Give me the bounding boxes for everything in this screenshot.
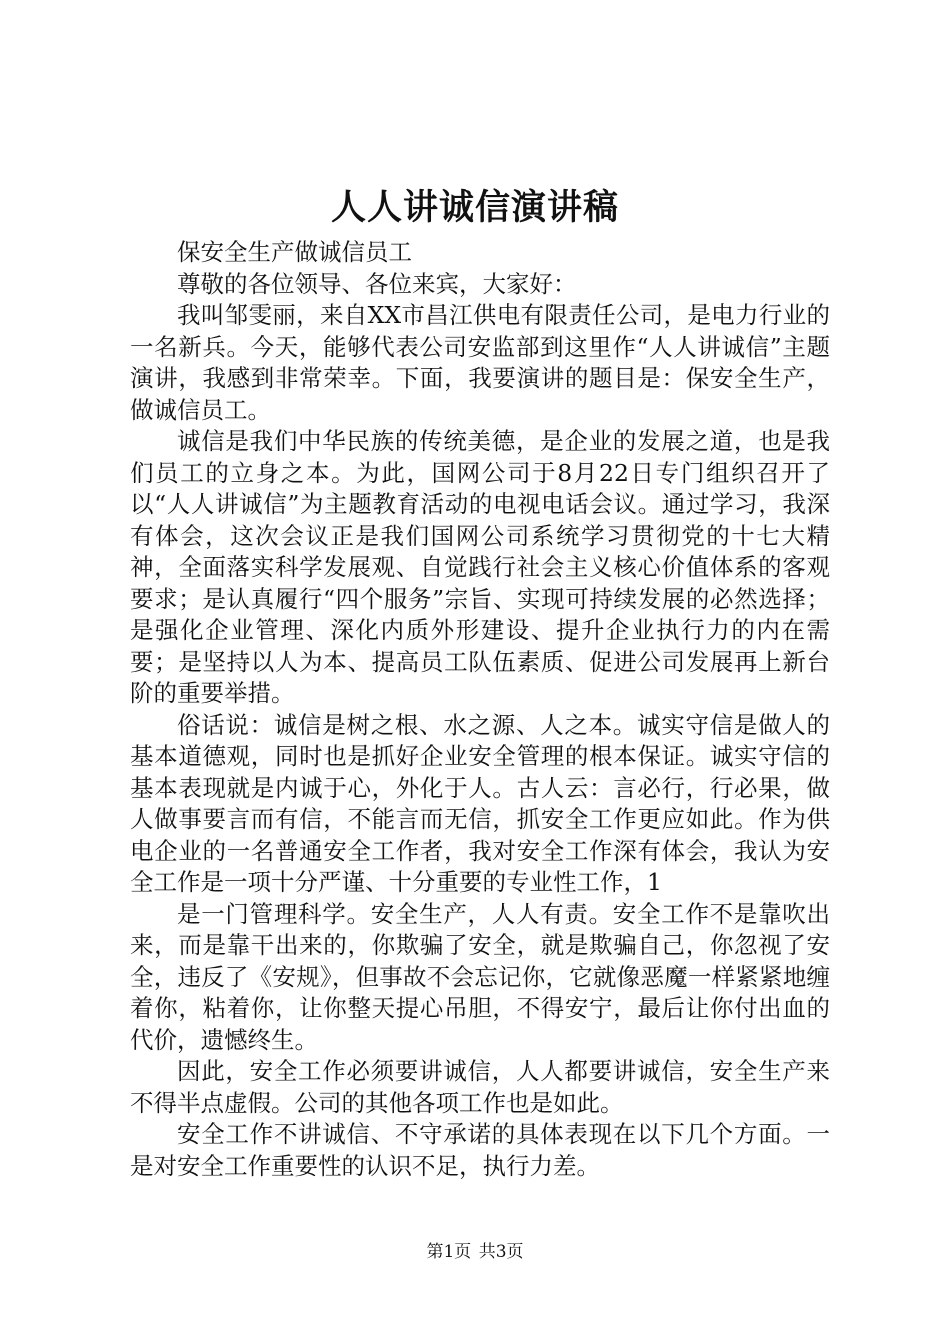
paragraph: 俗话说：诚信是树之根、水之源、人之本。诚实守信是做人的基本道德观，同时也是抓好企业安全管理的根本保证。诚实守信的基本表现就是内诚于心，外化于人。古人云：言必行，行必果，做人做事要言而有信，不能言而无信，抓安全工作更应如此。作为供电企业的一名普通安全工作者，我对安全工作深有体会，我认为安全工作是一项十分严谨、十分重要的专业性工作，1 xyxy=(130,710,830,896)
paragraph: 我叫邹雯丽，来自XX市昌江供电有限责任公司，是电力行业的一名新兵。今天，能够代表公司安监部到这里作“人人讲诚信”主题演讲，我感到非常荣幸。下面，我要演讲的题目是：保安全生产，做诚信员工。 xyxy=(130,301,830,424)
paragraph: 诚信是我们中华民族的传统美德，是企业的发展之道，也是我们员工的立身之本。为此，国网公司于8月22日专门组织召开了以“人人讲诚信”为主题教育活动的电视电话会议。通过学习，我深有体会，这次会议正是我们国网公司系统学习贯彻党的十七大精神，全面落实科学发展观、自觉践行社会主义核心价值体系的客观要求；是认真履行“四个服务”宗旨、实现可持续发展的必然选择；是强化企业管理、深化内质外形建设、提升企业执行力的内在需要；是坚持以人为本、提高员工队伍素质、促进公司发展再上新台阶的重要举措。 xyxy=(130,427,830,707)
document-title: 人人讲诚信演讲稿 xyxy=(330,187,619,228)
paragraph: 安全工作不讲诚信、不守承诺的具体表现在以下几个方面。一是对安全工作重要性的认识不足，执行力差。 xyxy=(130,1120,830,1180)
paragraph: 因此，安全工作必须要讲诚信，人人都要讲诚信，安全生产来不得半点虚假。公司的其他各项工作也是如此。 xyxy=(130,1057,830,1117)
paragraph-salutation: 尊敬的各位领导、各位来宾，大家好： xyxy=(177,269,577,298)
page-number-footer: 第1页 共3页 xyxy=(426,1242,524,1262)
paragraph: 是一门管理科学。安全生产，人人有责。安全工作不是靠吹出来，而是靠干出来的，你欺骗了安全，就是欺骗自己，你忽视了安全，违反了《安规》，但事故不会忘记你，它就像恶魔一样紧紧地缠着你，粘着你，让你整天提心吊胆，不得安宁，最后让你付出血的代价，遗憾终生。 xyxy=(130,899,830,1054)
document-body xyxy=(130,237,830,1182)
paragraph-subtitle: 保安全生产做诚信员工 xyxy=(177,238,412,266)
